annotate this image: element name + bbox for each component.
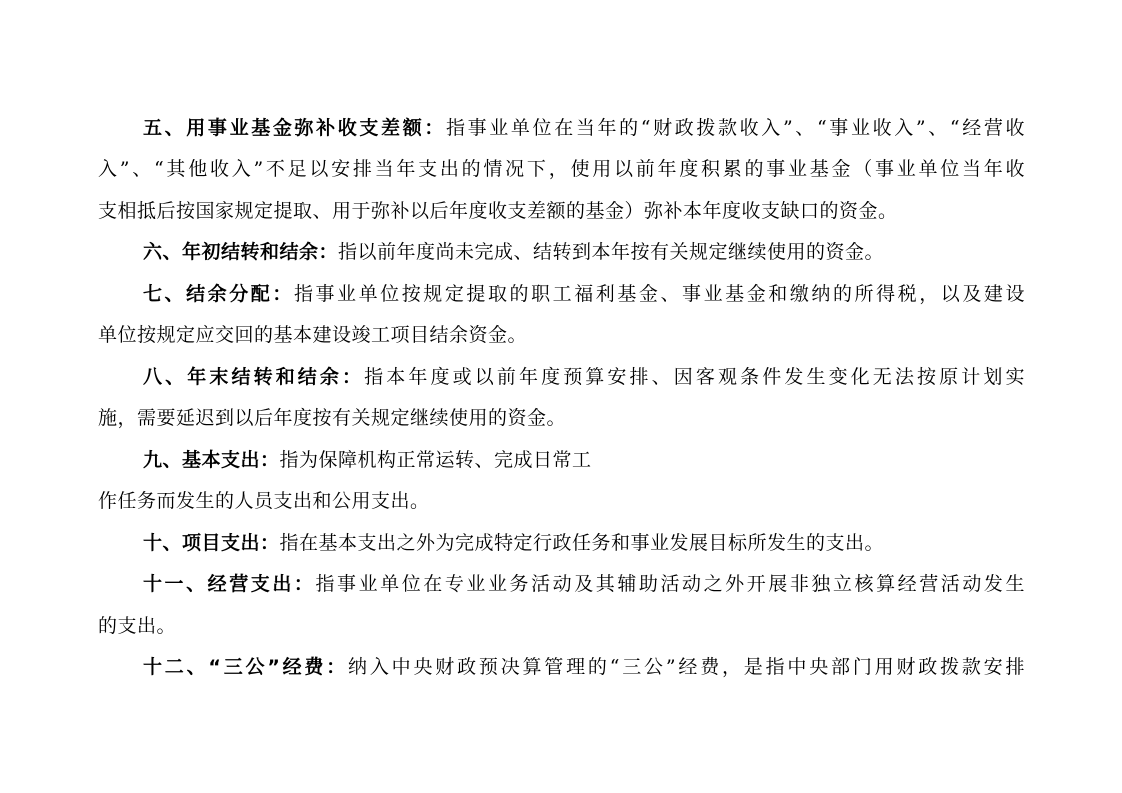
paragraph-5-line-1 — [143, 116, 1025, 140]
term-heading: 八、年末结转和结余： — [143, 366, 365, 388]
term-heading: 五、用事业基金弥补收支差额： — [143, 117, 446, 139]
paragraph-6-line-1 — [143, 240, 884, 264]
paragraph-9-line-1 — [143, 448, 592, 472]
term-heading: 九、基本支出： — [143, 449, 280, 471]
paragraph-5-line-3: 支相抵后按国家规定提取、用于弥补以后年度收支差额的基金）弥补本年度收支缺口的资金。 — [98, 200, 898, 222]
paragraph-text: 指事业单位在当年的“财政拨款收入”、“事业收入”、“经营收 — [445, 117, 1025, 139]
paragraph-text: 指为保障机构正常运转、完成日常工 — [279, 449, 592, 471]
paragraph-8-line-2: 施，需要延迟到以后年度按有关规定继续使用的资金。 — [98, 407, 567, 429]
paragraph-12-line-1 — [143, 655, 1025, 679]
paragraph-8-line-1 — [143, 365, 1025, 389]
paragraph-11-line-1 — [143, 572, 1025, 596]
paragraph-11-line-2: 的支出。 — [98, 615, 177, 637]
term-heading: 十一、经营支出： — [143, 573, 316, 595]
paragraph-text: 指本年度或以前年度预算安排、因客观条件发生变化无法按原计划实 — [364, 366, 1025, 388]
term-heading: 七、结余分配： — [143, 283, 294, 305]
paragraph-7-line-2: 单位按规定应交回的基本建设竣工项目结余资金。 — [98, 324, 528, 346]
term-heading: 十、项目支出： — [143, 532, 280, 554]
term-heading: 十二、“三公”经费： — [143, 656, 349, 678]
paragraph-text: 指在基本支出之外为完成特定行政任务和事业发展目标所发生的支出。 — [279, 532, 885, 554]
paragraph-text: 纳入中央财政预决算管理的“三公”经费，是指中央部门用财政拨款安排 — [348, 656, 1025, 678]
paragraph-10-line-1 — [143, 531, 884, 555]
paragraph-text: 指事业单位按规定提取的职工福利基金、事业基金和缴纳的所得税，以及建设 — [293, 283, 1025, 305]
paragraph-5-line-2: 入”、“其他收入”不足以安排当年支出的情况下，使用以前年度积累的事业基金（事业单位当年收 — [98, 158, 1025, 180]
term-heading: 六、年初结转和结余： — [143, 241, 339, 263]
paragraph-text: 指事业单位在专业业务活动及其辅助活动之外开展非独立核算经营活动发生 — [315, 573, 1025, 595]
paragraph-text: 指以前年度尚未完成、结转到本年按有关规定继续使用的资金。 — [338, 241, 885, 263]
paragraph-7-line-1 — [143, 282, 1025, 306]
paragraph-9-line-2: 作任务而发生的人员支出和公用支出。 — [98, 490, 430, 512]
